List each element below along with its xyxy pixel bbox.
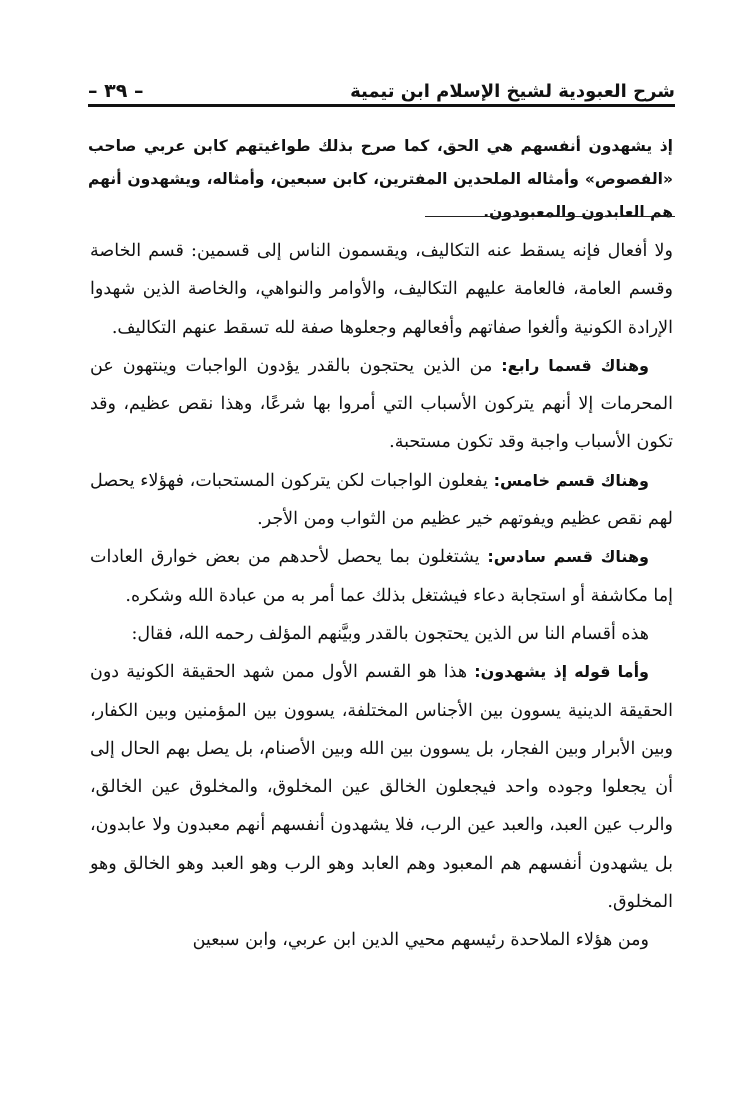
- paragraph-5: هذه أقسام النا س الذين يحتجون بالقدر وبيَّنهم المؤلف رحمه الله، فقال:: [131, 623, 649, 644]
- footnote-text: إذ يشهدون أنفسهم هي الحق، كما صرح بذلك طواغيتهم كابن عربي صاحب «الفصوص» وأمثاله الملحدين المفترين، كابن سبعين، وأمثاله، ويشهدون أنهم هم العابدون والمعبودون.: [88, 137, 673, 221]
- paragraph-1: ولا أفعال فإنه يسقط عنه التكاليف، ويقسمون الناس إلى قسمين: قسم الخاصة وقسم العامة، فالعامة عليهم التكاليف، والأوامر والنواهي، والخاصة الذين شهدوا الإرادة الكونية وألغوا صفاتهم وأفعالهم وجعلوها صفة لله تسقط عنهم التكاليف.: [90, 241, 673, 338]
- main-text: [90, 232, 673, 960]
- paragraph-6: [90, 653, 673, 921]
- footnote: [88, 130, 673, 229]
- paragraph-4-text: يشتغلون بما يحصل لأحدهم من بعض خوارق العادات إما مكاشفة أو استجابة دعاء فيشتغل بذلك عما أمر به من عبادة الله وشكره.: [90, 547, 673, 606]
- paragraph-3: [90, 462, 673, 539]
- paragraph-4: [90, 538, 673, 615]
- paragraph-2-text: من الذين يحتجون بالقدر يؤدون الواجبات وينتهون عن المحرمات إلا أنهم يتركون الأسباب التي أمروا بها شرعًا، وهذا نقص عظيم، وقد تكون الأسباب واجبة وقد تكون مستحبة.: [90, 355, 673, 453]
- page-number: – ٣٩ –: [88, 80, 151, 102]
- paragraph-6-text: هذا هو القسم الأول ممن شهد الحقيقة الكونية دون الحقيقة الدينية يسوون بين الأجناس المختلفة، يسوون بين المؤمنين وبين الكفار، وبين الأبرار وبين الفجار، بل يسوون بين الله وبين الأصنام، بل يصل بهم الحال إلى أن يجعلوا وجوده واحد فيجعلون الخالق عين المخلوق، والمخلوق عين الخالق، والرب عين العبد، والعبد عين الرب، فلا يشهدون أنفسهم أنهم معبدون ولا عابدون، بل يشهدون أنفسهم هم المعبود وهم العابد وهو الرب وهو العبد وهو الخالق وهو المخلوق.: [90, 662, 673, 913]
- paragraph-7: ومن هؤلاء الملاحدة رئيسهم محيي الدين ابن عربي، وابن سبعين: [192, 930, 649, 951]
- paragraph-2-lead: وهناك قسما رابع:: [501, 355, 649, 375]
- paragraph-3-text: يفعلون الواجبات لكن يتركون المستحبات، فهؤلاء يحصل لهم نقص عظيم ويفوتهم خير عظيم من الثواب ومن الأجر.: [90, 470, 673, 530]
- running-title: شرح العبودية لشيخ الإسلام ابن تيمية: [342, 81, 675, 102]
- paragraph-6-lead: وأما قوله إذ يشهدون:: [474, 662, 650, 682]
- footnote-divider: [425, 216, 675, 217]
- paragraph-3-lead: وهناك قسم خامس:: [493, 470, 649, 490]
- paragraph-2: [90, 347, 673, 462]
- page-header: [88, 68, 675, 107]
- paragraph-4-lead: وهناك قسم سادس:: [487, 547, 649, 567]
